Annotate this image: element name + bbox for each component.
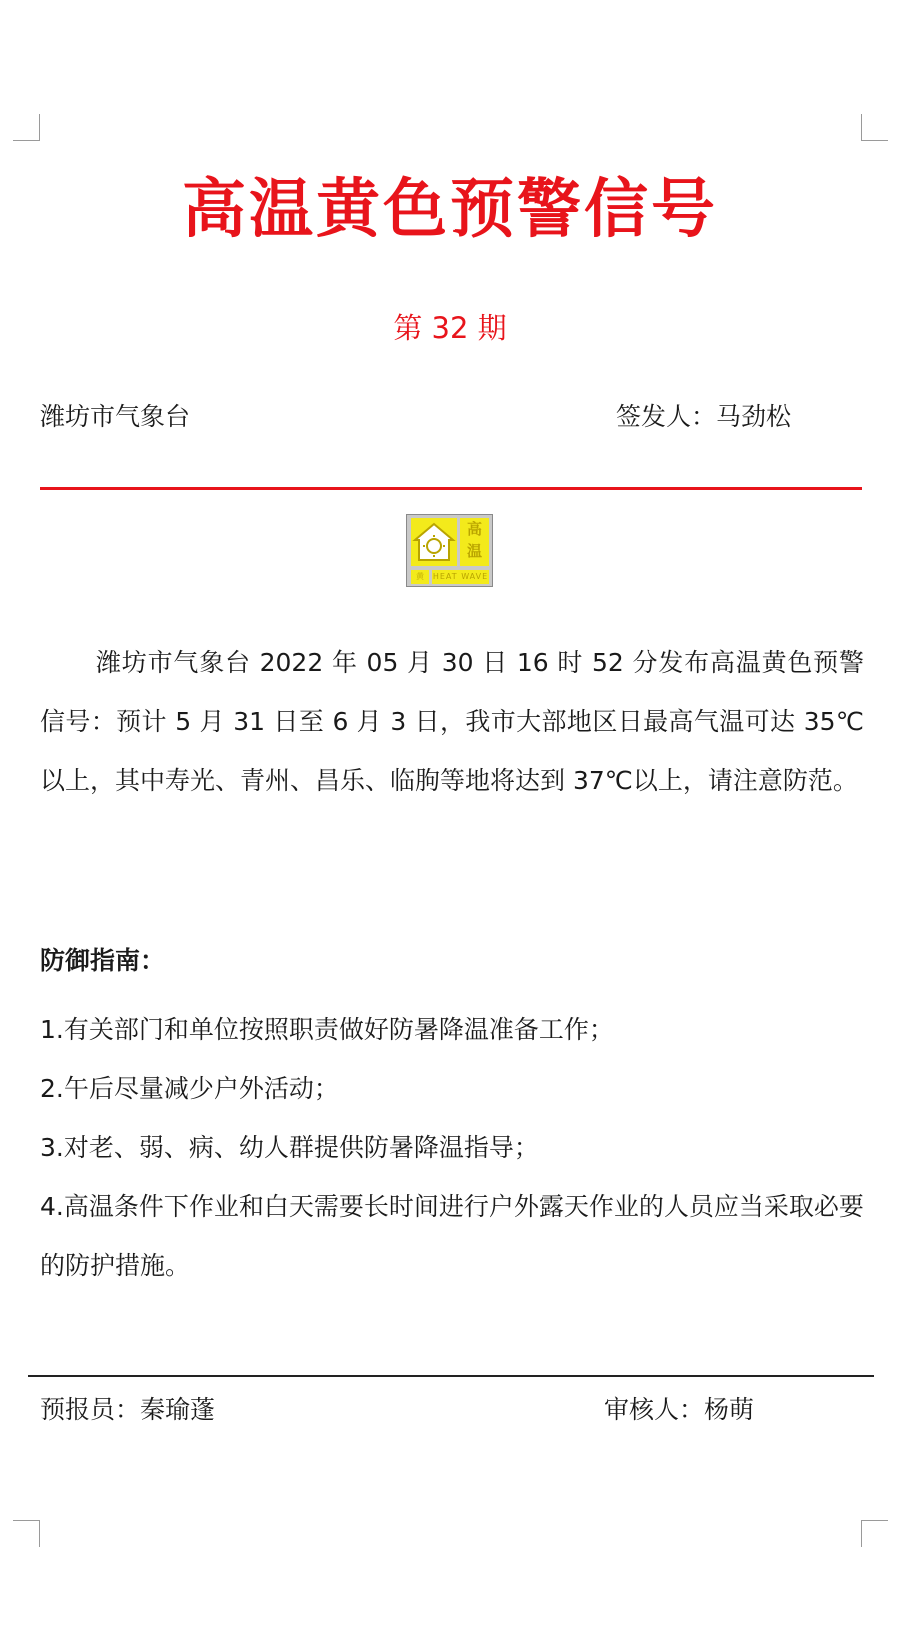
list-item: 3.对老、弱、病、幼人群提供防暑降温指导；: [40, 1133, 539, 1162]
icon-char-1: 高: [466, 520, 482, 538]
warning-body: 潍坊市气象台 2022 年 05 月 30 日 16 时 52 分发布高温黄色预警信号：预计 5 月 31 日至 6 月 3 日，我市大部地区日最高气温可达 35℃以上，其中寿光、青州、昌乐、临朐等地将达到 37℃以上，请注意防范。: [40, 648, 864, 795]
list-item: 1.有关部门和单位按照职责做好防暑降温准备工作；: [40, 1015, 614, 1044]
defense-guide-list: [40, 1000, 864, 1295]
crop-mark-top-left: [13, 114, 40, 141]
document-title: 高温黄色预警信号: [182, 173, 718, 247]
signer-name: 签发人：马劲松: [616, 402, 792, 431]
heat-wave-yellow-icon: [406, 514, 493, 587]
crop-mark-bottom-right: [861, 1520, 888, 1547]
crop-mark-top-right: [861, 114, 888, 141]
issue-number: 第 32 期: [393, 311, 507, 345]
icon-strip-right: HEAT WAVE: [432, 570, 489, 584]
list-item: 2.午后尽量减少户外活动；: [40, 1074, 339, 1103]
icon-char-2: 温: [466, 542, 482, 560]
header-divider: [40, 487, 862, 490]
forecaster-name: 预报员：秦瑜蓬: [40, 1395, 216, 1424]
list-item: 4.高温条件下作业和白天需要长时间进行户外露天作业的人员应当采取必要的防护措施。: [40, 1192, 864, 1280]
house-sun-icon: [411, 518, 457, 566]
footer-divider: [28, 1375, 874, 1377]
crop-mark-bottom-left: [13, 1520, 40, 1547]
issuer-name: 潍坊市气象台: [40, 402, 191, 431]
reviewer-name: 审核人：杨萌: [604, 1395, 755, 1424]
defense-guide-heading: 防御指南：: [40, 946, 166, 975]
icon-strip-left: 黄: [411, 570, 429, 584]
icon-chars: [460, 518, 489, 566]
